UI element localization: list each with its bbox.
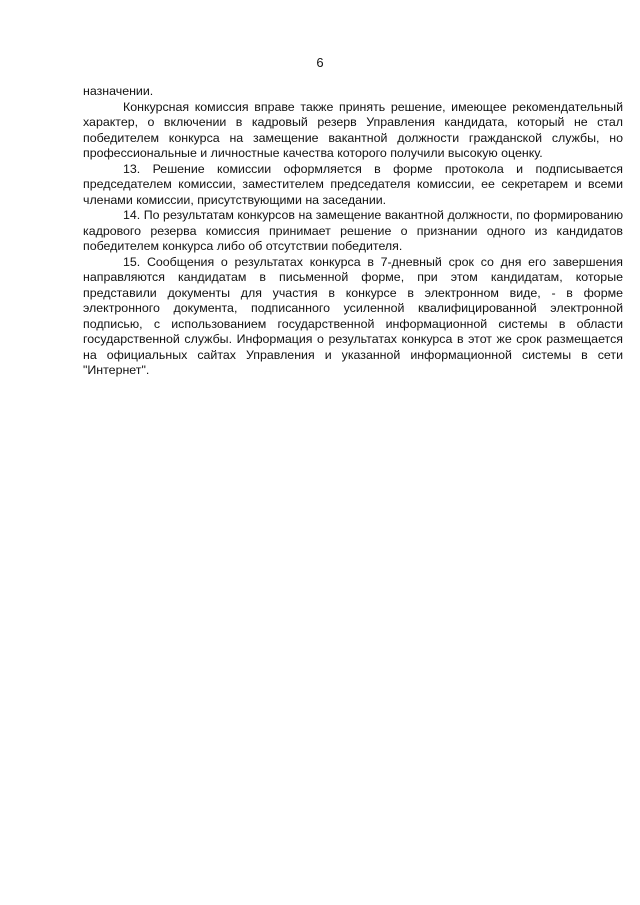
paragraph-item-15: 15. Сообщения о результатах конкурса в 7-дневный срок со дня его завершения направляются кандидатам в письменной форме, при этом кандидатам, которые представили документы для участия в конкурсе в электронном виде, - в форме электронного документа, подписанного усиленной квалифицированной электронной подписью, с использованием государственной информационной системы в области государственной службы. Информация о результатах конкурса в этот же срок размещается на официальных сайтах Управления и указанной информационной системы в сети "Интернет". <box>83 254 623 377</box>
paragraph-continuation: назначении. <box>83 84 154 98</box>
paragraph-item-14: 14. По результатам конкурсов на замещение вакантной должности, по формированию кадрового резерва комиссия принимает решение о признании одного из кандидатов победителем конкурса либо об отсутствии победителя. <box>83 208 623 253</box>
paragraph-reserve-decision: Конкурсная комиссия вправе также принять решение, имеющее рекомендательный характер, о включении в кадровый резерв Управления кандидата, который не стал победителем конкурса на замещение вакантной должности гражданской службы, но профессиональные и личностные качества которого получили высокую оценку. <box>83 99 623 160</box>
page-number: 6 <box>316 55 324 70</box>
document-body <box>83 84 623 379</box>
paragraph-item-13: 13. Решение комиссии оформляется в форме протокола и подписывается председателем комиссии, заместителем председателя комиссии, ее секретарем и всеми членами комиссии, присутствующими на заседании. <box>83 161 623 207</box>
